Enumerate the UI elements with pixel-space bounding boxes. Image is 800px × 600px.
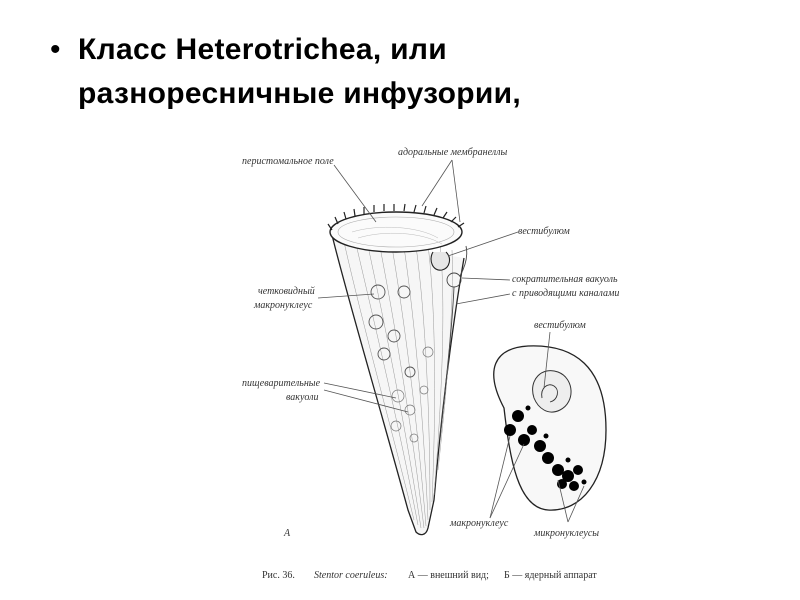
label-panel-a: А (284, 528, 291, 539)
caption-part-b: Б — ядерный аппарат (504, 570, 597, 581)
label-beaded-macronucleus-1: четковидный (258, 286, 315, 297)
stentor-diagram (228, 140, 648, 590)
bullet-line-1: Класс Heterotrichea, или (78, 33, 447, 66)
label-digestive-vacuoles-2: вакуоли (286, 392, 319, 403)
bullet-text (78, 28, 521, 116)
label-digestive-vacuoles-1: пищеварительные (242, 378, 321, 389)
label-beaded-macronucleus-2: макронуклеус (254, 300, 313, 311)
vestibulum-shape (431, 252, 449, 270)
stentor-figure (228, 140, 648, 590)
label-adoral-membranelles: адоральные мембранеллы (398, 147, 508, 158)
bullet-item (50, 28, 770, 116)
bullet-line-2: разноресничные инфузории, (78, 77, 522, 110)
caption-prefix: Рис. 36. (262, 570, 295, 581)
stentor-body (332, 235, 464, 535)
peristomal-disc (328, 204, 464, 252)
label-contractile-vacuole-2: с приводящими каналами (512, 288, 620, 299)
nuclear-apparatus-panel (494, 346, 606, 510)
label-peristomal-field: перистомальное поле (242, 156, 334, 167)
label-vestibulum-a: вестибулюм (518, 226, 570, 237)
label-contractile-vacuole-1: сократительная вакуоль (512, 274, 618, 285)
caption-part-a: А — внешний вид; (408, 570, 489, 581)
slide-text-block (50, 28, 770, 116)
label-micronuclei: микронуклеусы (534, 528, 600, 539)
bullet-dot-icon: • (50, 33, 61, 66)
figure-caption (262, 565, 597, 582)
label-macronucleus: макронуклеус (450, 518, 509, 529)
label-vestibulum-b: вестибулюм (534, 320, 586, 331)
caption-species: Stentor coeruleus: (314, 570, 388, 581)
